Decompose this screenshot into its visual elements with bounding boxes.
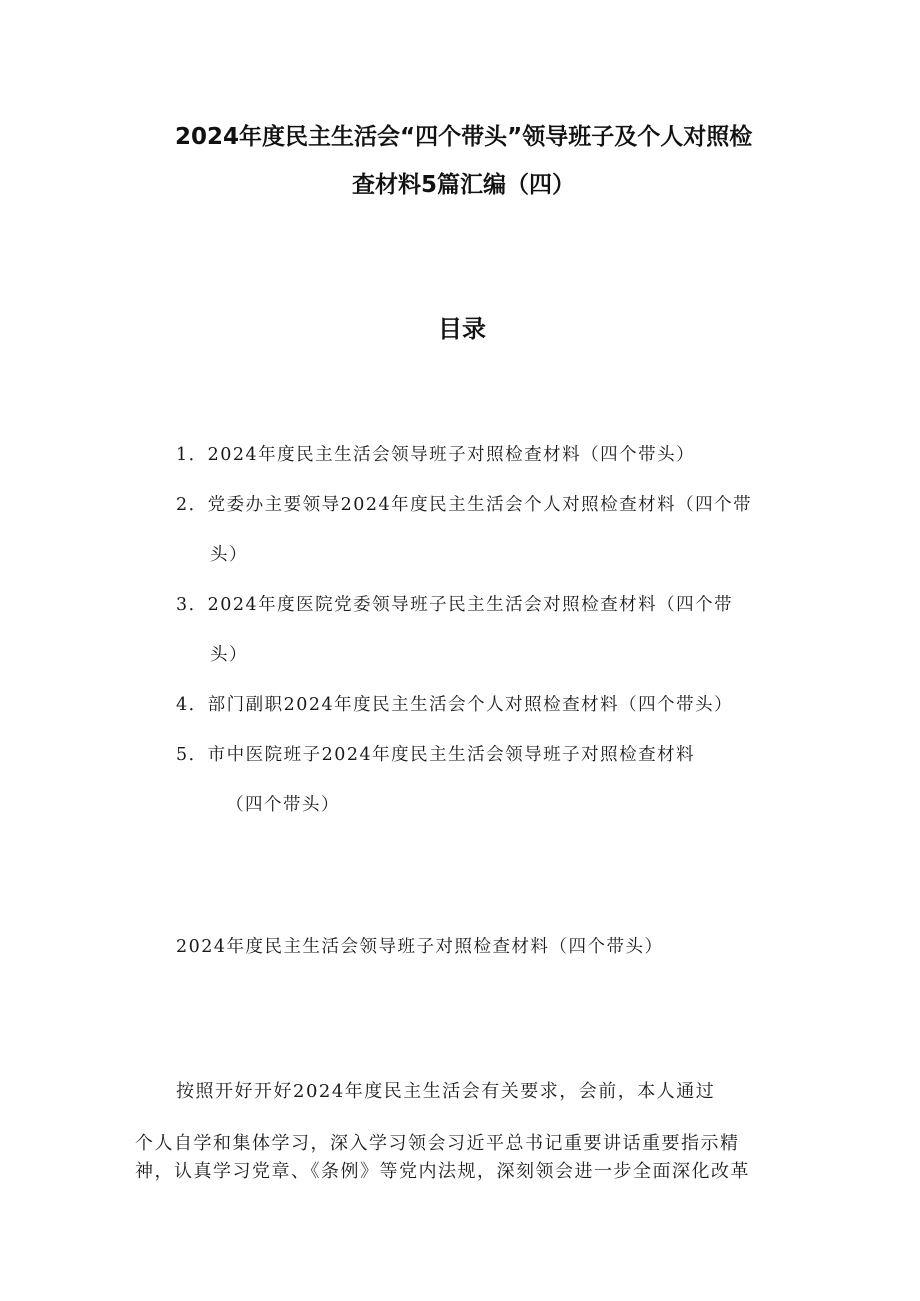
- document-title-line-2: 查材料5篇汇编（四）: [352, 172, 576, 198]
- body-line-2: 个人自学和集体学习，深入学习领会习近平总书记重要讲话重要指示精: [135, 1133, 740, 1154]
- toc-item-5-line-1: 5．市中医院班子2024年度民主生活会领导班子对照检查材料: [176, 745, 696, 765]
- body-line-1: 按照开好开好2024年度民主生活会有关要求，会前，本人通过: [176, 1081, 716, 1102]
- toc-item-1-line-1: 1．2024年度民主生活会领导班子对照检查材料（四个带头）: [176, 445, 696, 465]
- toc-item-2-line-2: 头）: [210, 545, 248, 565]
- toc-item-3-line-1: 3．2024年度医院党委领导班子民主生活会对照检查材料（四个带: [176, 595, 734, 615]
- toc-item-2-line-1: 2．党委办主要领导2024年度民主生活会个人对照检查材料（四个带: [176, 495, 753, 515]
- toc-item-5-line-2: （四个带头）: [226, 795, 340, 815]
- toc-item-3-line-2: 头）: [210, 645, 248, 665]
- section-title: 2024年度民主生活会领导班子对照检查材料（四个带头）: [176, 937, 664, 957]
- body-line-3: 神，认真学习党章、《条例》等党内法规，深刻领会进一步全面深化改革: [135, 1161, 750, 1182]
- toc-heading: 目录: [438, 315, 486, 343]
- document-title-line-1: 2024年度民主生活会“四个带头”领导班子及个人对照检: [175, 124, 753, 150]
- toc-item-4-line-1: 4．部门副职2024年度民主生活会个人对照检查材料（四个带头）: [176, 695, 734, 715]
